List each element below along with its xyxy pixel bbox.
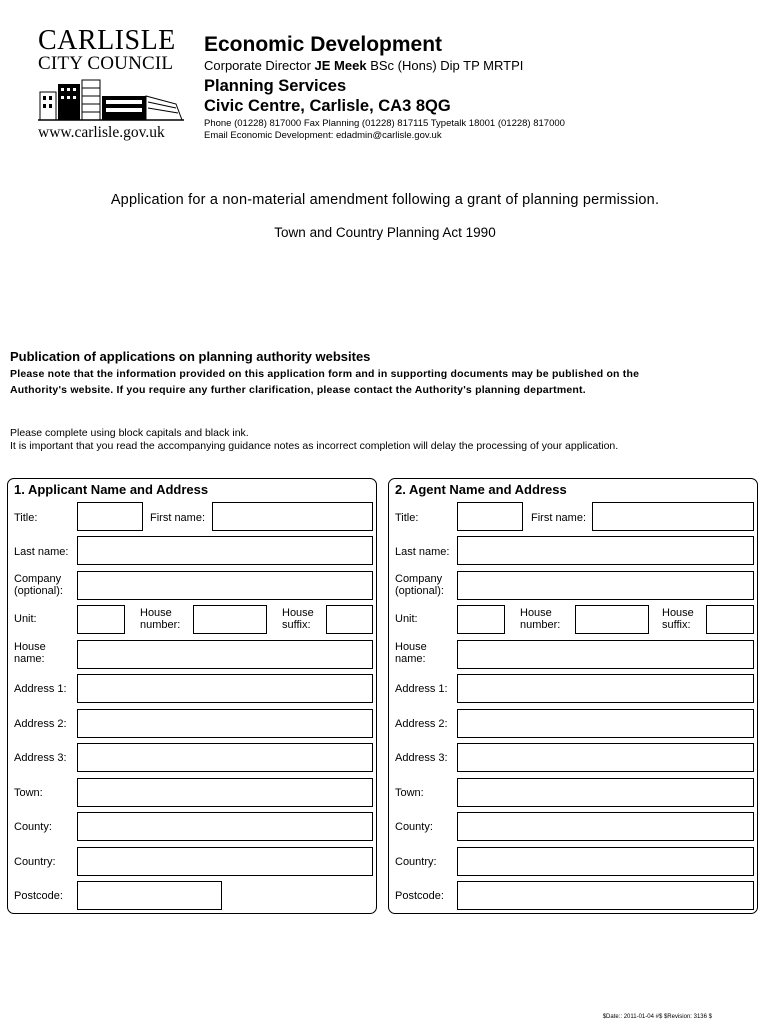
agent-first-name-input[interactable] <box>592 502 754 531</box>
publication-notice <box>10 348 750 398</box>
civic-centre-illustration <box>36 78 186 122</box>
applicant-house-number-input[interactable] <box>193 605 267 634</box>
agent-house-name-input[interactable] <box>457 640 754 669</box>
department-title: Economic Development <box>204 33 443 56</box>
house-number-label-line1: House <box>140 607 172 619</box>
revision-footer: $Date:: 2011-01-04 #$ $Revision: 3136 $ <box>602 1014 712 1020</box>
agent-address2-input[interactable] <box>457 709 754 738</box>
applicant-county-input[interactable] <box>77 812 373 841</box>
agent-unit-input[interactable] <box>457 605 505 634</box>
agent-postcode-input[interactable] <box>457 881 754 910</box>
director-name: JE Meek <box>314 58 367 73</box>
agent-house-number-input[interactable] <box>575 605 649 634</box>
house-name-label-line2: name: <box>395 653 426 665</box>
act-title: Town and Country Planning Act 1990 <box>274 225 496 240</box>
unit-label: Unit: <box>14 613 37 625</box>
company-label-line2: (optional): <box>14 585 63 597</box>
house-name-label <box>395 641 427 665</box>
house-name-label <box>14 641 46 665</box>
last-name-label: Last name: <box>14 546 69 558</box>
postcode-label: Postcode: <box>14 890 63 902</box>
applicant-section <box>7 478 377 914</box>
director-prefix: Corporate Director <box>204 58 315 73</box>
publication-line-1: Please note that the information provided on this application form and in supporting documents may be published on the <box>10 368 640 380</box>
first-name-label: First name: <box>150 512 206 524</box>
title-label: Title: <box>14 512 38 524</box>
agent-section <box>388 478 758 914</box>
house-suffix-label-line2: suffix: <box>282 619 311 631</box>
service-title: Planning Services <box>204 77 347 95</box>
publication-heading: Publication of applications on planning authority websites <box>10 349 371 364</box>
agent-address1-input[interactable] <box>457 674 754 703</box>
address3-label: Address 3: <box>395 752 448 764</box>
applicant-country-input[interactable] <box>77 847 373 876</box>
town-label: Town: <box>14 787 43 799</box>
logo-name-line2: CITY COUNCIL <box>38 53 174 74</box>
phone-line: Phone (01228) 817000 Fax Planning (01228) 817115 Typetalk 18001 (01228) 817000 <box>204 118 565 129</box>
council-logo <box>36 26 186 146</box>
first-name-label: First name: <box>531 512 587 524</box>
house-suffix-label <box>282 607 314 631</box>
house-suffix-label-line1: House <box>662 607 694 619</box>
agent-county-input[interactable] <box>457 812 754 841</box>
applicant-last-name-input[interactable] <box>77 536 373 565</box>
agent-company-input[interactable] <box>457 571 754 600</box>
house-suffix-label <box>662 607 694 631</box>
director-suffix: BSc (Hons) Dip TP MRTPI <box>366 58 524 73</box>
agent-last-name-input[interactable] <box>457 536 754 565</box>
address3-label: Address 3: <box>14 752 67 764</box>
address2-label: Address 2: <box>395 718 448 730</box>
agent-title-input[interactable] <box>457 502 523 531</box>
applicant-company-input[interactable] <box>77 571 373 600</box>
house-name-label-line2: name: <box>14 653 45 665</box>
applicant-unit-input[interactable] <box>77 605 125 634</box>
house-number-label-line2: number: <box>140 619 181 631</box>
county-label: County: <box>395 821 433 833</box>
logo-name-line1: CARLISLE <box>38 25 176 56</box>
applicant-house-suffix-input[interactable] <box>326 605 373 634</box>
company-label <box>395 573 444 597</box>
form-title: Application for a non-material amendment following a grant of planning permission. <box>110 192 660 208</box>
applicant-title-input[interactable] <box>77 502 143 531</box>
house-suffix-label-line2: suffix: <box>662 619 691 631</box>
applicant-address1-input[interactable] <box>77 674 373 703</box>
agent-address3-input[interactable] <box>457 743 754 772</box>
applicant-address2-input[interactable] <box>77 709 373 738</box>
applicant-postcode-input[interactable] <box>77 881 222 910</box>
instructions <box>10 427 760 453</box>
house-number-label-line1: House <box>520 607 552 619</box>
agent-house-suffix-input[interactable] <box>706 605 754 634</box>
company-label-line1: Company <box>395 573 443 585</box>
applicant-heading: 1. Applicant Name and Address <box>14 482 209 497</box>
agent-town-input[interactable] <box>457 778 754 807</box>
email-line: Email Economic Development: edadmin@carlisle.gov.uk <box>204 130 442 141</box>
county-label: County: <box>14 821 52 833</box>
publication-line-2: Authority's website. If you require any further clarification, please contact the Authority's planning department. <box>10 384 586 396</box>
house-number-label <box>140 607 180 631</box>
address1-label: Address 1: <box>14 683 67 695</box>
agent-heading: 2. Agent Name and Address <box>395 482 567 497</box>
agent-country-input[interactable] <box>457 847 754 876</box>
postcode-label: Postcode: <box>395 890 444 902</box>
house-name-label-line1: House <box>395 641 427 653</box>
instructions-line-1: Please complete using block capitals and black ink. <box>10 427 249 439</box>
applicant-town-input[interactable] <box>77 778 373 807</box>
house-number-label-line2: number: <box>520 619 561 631</box>
company-label-line1: Company <box>14 573 62 585</box>
last-name-label: Last name: <box>395 546 450 558</box>
director-line <box>204 58 744 74</box>
unit-label: Unit: <box>395 613 418 625</box>
address1-label: Address 1: <box>395 683 448 695</box>
house-suffix-label-line1: House <box>282 607 314 619</box>
instructions-line-2: It is important that you read the accompanying guidance notes as incorrect completion will delay the processing of your application. <box>10 440 619 452</box>
title-label: Title: <box>395 512 419 524</box>
applicant-house-name-input[interactable] <box>77 640 373 669</box>
house-number-label <box>520 607 560 631</box>
applicant-address3-input[interactable] <box>77 743 373 772</box>
office-address: Civic Centre, Carlisle, CA3 8QG <box>204 97 451 115</box>
company-label-line2: (optional): <box>395 585 444 597</box>
logo-website: www.carlisle.gov.uk <box>38 124 165 141</box>
applicant-first-name-input[interactable] <box>212 502 373 531</box>
country-label: Country: <box>395 856 437 868</box>
letterhead <box>204 32 744 142</box>
country-label: Country: <box>14 856 56 868</box>
address2-label: Address 2: <box>14 718 67 730</box>
house-name-label-line1: House <box>14 641 46 653</box>
company-label <box>14 573 63 597</box>
town-label: Town: <box>395 787 424 799</box>
